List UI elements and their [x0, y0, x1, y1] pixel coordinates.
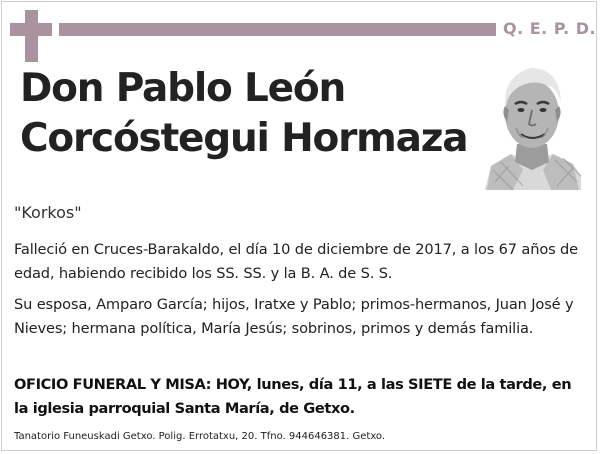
portrait-photo	[483, 58, 581, 190]
header-rule	[59, 23, 496, 36]
funeral-home-footer: Tanatorio Funeuskadi Getxo. Polig. Errotatxu, 20. Tfno. 944646381. Getxo.	[14, 431, 386, 442]
portrait-image	[483, 58, 581, 190]
family-paragraph: Su esposa, Amparo García; hijos, Iratxe y Pablo; primos-hermanos, Juan José y Nieves; hermana política, María Jesús; sobrinos, primos y demás familia.	[14, 296, 574, 337]
nickname: "Korkos"	[14, 203, 82, 222]
cross-icon-horizontal	[10, 23, 52, 36]
cross-icon-vertical	[25, 10, 38, 62]
deceased-name	[20, 64, 470, 164]
name-line-1: Don Pablo León	[20, 66, 346, 111]
death-notice-paragraph: Falleció en Cruces-Barakaldo, el día 10 de diciembre de 2017, a los 67 años de edad, habiendo recibido los SS. SS. y la B. A. de S. S.	[14, 241, 578, 282]
qepd-label: Q. E. P. D.	[503, 19, 597, 38]
funeral-notice: OFICIO FUNERAL Y MISA: HOY, lunes, día 11, a las SIETE de la tarde, en la iglesia parroquial Santa María, de Getxo.	[14, 376, 572, 417]
name-line-2: Corcóstegui Hormaza	[20, 116, 468, 161]
